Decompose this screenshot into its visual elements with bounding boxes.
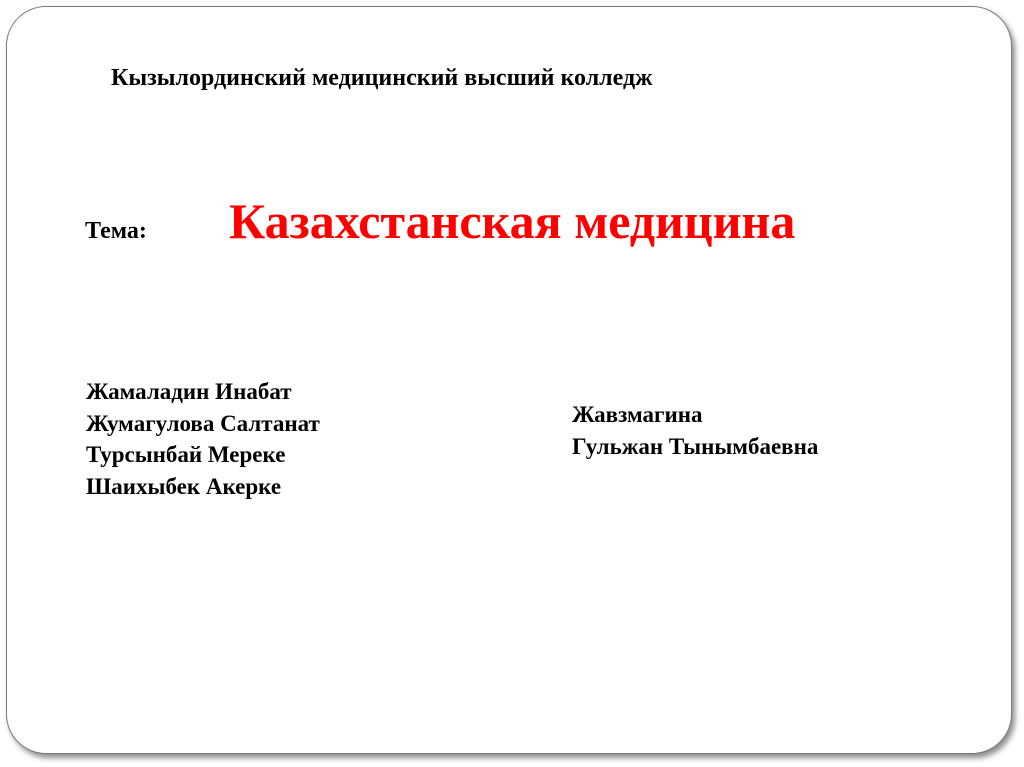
- supervisor-surname: Жавзмагина: [572, 402, 703, 427]
- student-name: Шаихыбек Акерке: [86, 473, 282, 499]
- slide-title: Казахстанская медицина: [229, 193, 796, 249]
- student-name: Жумагулова Салтанат: [86, 410, 320, 436]
- supervisor-block: [572, 399, 818, 463]
- supervisor-given-name: Гульжан Тынымбаевна: [572, 434, 819, 459]
- topic-label: Тема:: [85, 218, 147, 244]
- student-name: Турсынбай Мереке: [86, 442, 286, 467]
- slide-frame: [6, 6, 1012, 754]
- college-name: Кызылординский медицинский высший колледж: [111, 65, 653, 91]
- student-list: [86, 376, 320, 502]
- student-name: Жамаладин Инабат: [86, 379, 292, 404]
